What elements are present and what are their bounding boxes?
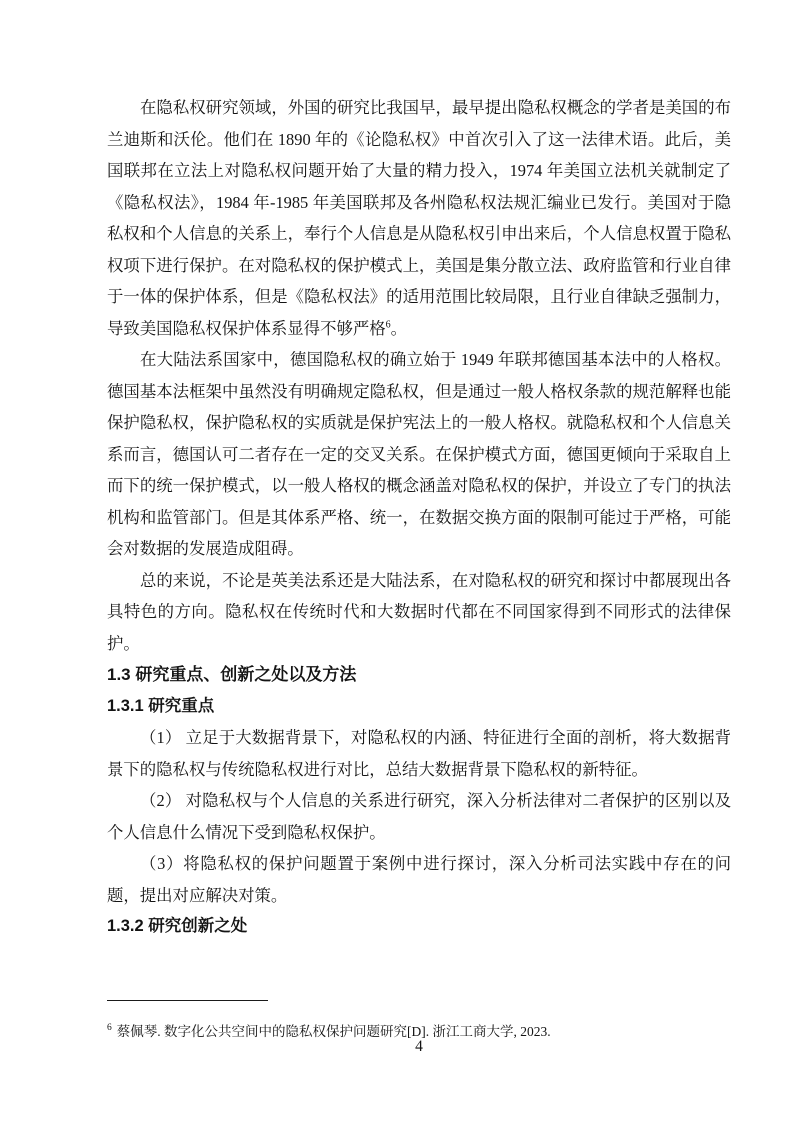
paragraph-us-privacy-text: 在隐私权研究领域，外国的研究比我国早，最早提出隐私权概念的学者是美国的布兰迪斯和沃伦。他们在 1890 年的《论隐私权》中首次引入了这一法律术语。此后，美国联邦在立法上对隐私权问题开始了大量的精力投入，1974 年美国立法机关就制定了《隐私权法》，1984 年-1985 年美国联邦及各州隐私权法规汇编业已发行。美国对于隐私权和个人信息的关系上，奉行个人信息是从隐私权引申出来后，个人信息权置于隐私权项下进行保护。在对隐私权的保护模式上，美国是集分散立法、政府监管和行业自律于一体的保护体系，但是《隐私权法》的适用范围比较局限，且行业自律缺乏强制力，导致美国隐私权保护体系显得不够严格 <box>107 98 731 338</box>
footnote-separator-line <box>107 1000 268 1001</box>
research-focus-item-1: （1） 立足于大数据背景下，对隐私权的内涵、特征进行全面的剖析，将大数据背景下的隐私权与传统隐私权进行对比，总结大数据背景下隐私权的新特征。 <box>107 728 731 779</box>
paragraph-summary: 总的来说，不论是英美法系还是大陆法系，在对隐私权的研究和探讨中都展现出各具特色的方向。隐私权在传统时代和大数据时代都在不同国家得到不同形式的法律保护。 <box>107 570 731 653</box>
section-heading-1-3: 1.3 研究重点、创新之处以及方法 <box>107 665 357 684</box>
research-focus-item-3: （3）将隐私权的保护问题置于案例中进行探讨，深入分析司法实践中存在的问题，提出对应解决对策。 <box>107 854 731 905</box>
footnote-reference-6: 6 <box>385 319 391 331</box>
research-focus-item-2: （2） 对隐私权与个人信息的关系进行研究，深入分析法律对二者保护的区别以及个人信息什么情况下受到隐私权保护。 <box>107 791 731 842</box>
page-body <box>107 92 731 943</box>
footnote-citation: 蔡佩琴. 数字化公共空间中的隐私权保护问题研究[D]. 浙江工商大学, 2023. <box>116 1023 551 1039</box>
subsection-heading-1-3-1: 1.3.1 研究重点 <box>107 696 215 715</box>
footnote-number: 6 <box>107 1023 112 1033</box>
page-number: 4 <box>415 1038 423 1055</box>
subsection-heading-1-3-2: 1.3.2 研究创新之处 <box>107 917 248 935</box>
paragraph-us-privacy-tail: 。 <box>390 318 408 338</box>
paragraph-germany-privacy: 在大陆法系国家中，德国隐私权的确立始于 1949 年联邦德国基本法中的人格权。德国基本法框架中虽然没有明确规定隐私权，但是通过一般人格权条款的规范解释也能保护隐私权，保护隐私权的实质就是保护宪法上的一般人格权。就隐私权和个人信息关系而言，德国认可二者存在一定的交叉关系。在保护模式方面，德国更倾向于采取自上而下的统一保护模式，以一般人格权的概念涵盖对隐私权的保护，并设立了专门的执法机构和监管部门。但是其体系严格、统一，在数据交换方面的限制可能过于严格，可能会对数据的发展造成阻碍。 <box>107 350 731 558</box>
paragraph-us-privacy <box>107 92 731 344</box>
